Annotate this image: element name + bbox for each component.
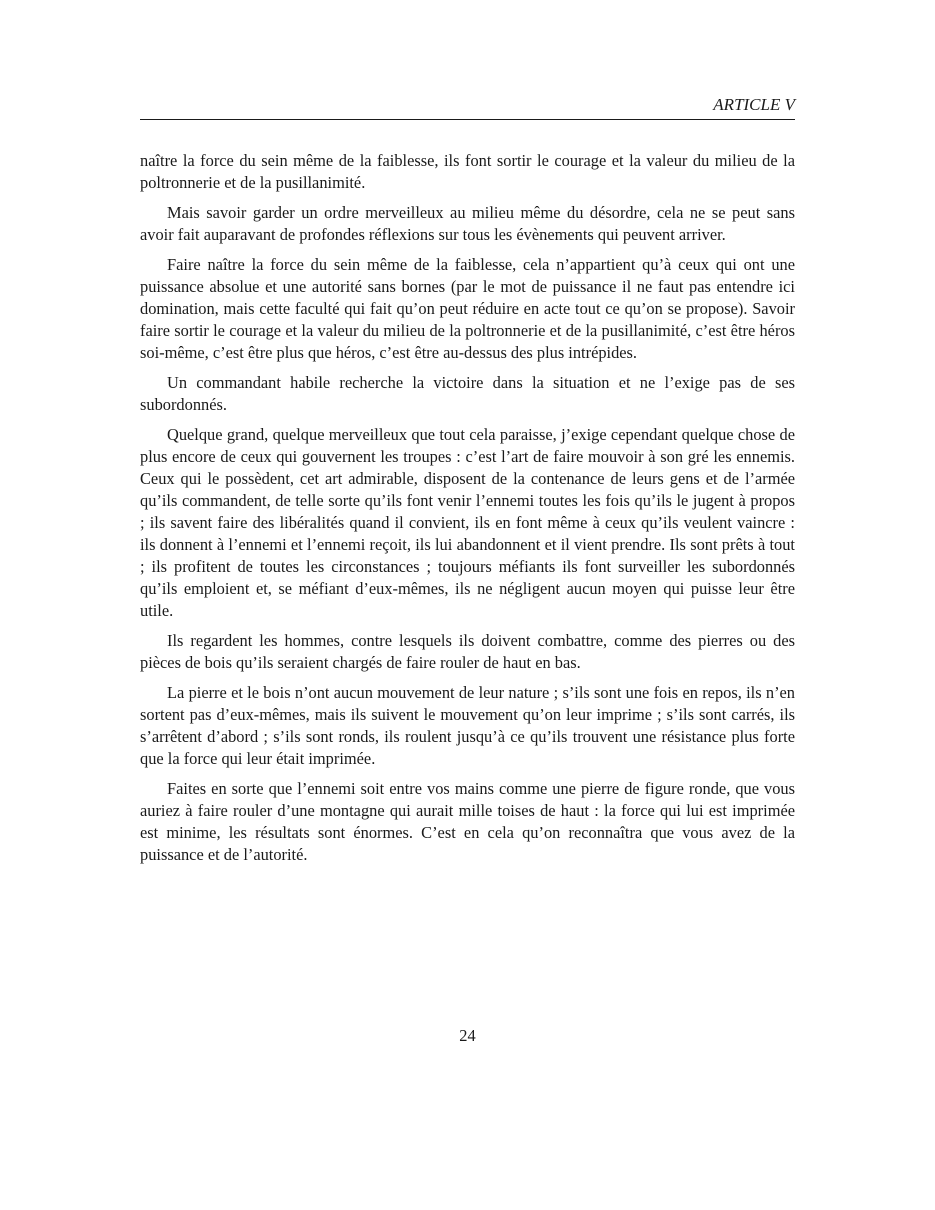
body-text [140,150,795,874]
paragraph: Ils regardent les hommes, contre lesquels ils doivent combattre, comme des pierres ou des pièces de bois qu’ils seraient chargés de faire rouler de haut en bas. [140,631,795,672]
paragraph: Faites en sorte que l’ennemi soit entre vos mains comme une pierre de figure ronde, que vous auriez à faire rouler d’une montagne qui aurait mille toises de haut : la force qui lui est imprimée est minime, les résultats sont énormes. C’est en cela qu’on reconnaîtra que vous avez de la puissance et de l’autorité. [140,779,795,864]
paragraph: naître la force du sein même de la faiblesse, ils font sortir le courage et la valeur du milieu de la poltronnerie et de la pusillanimité. [140,151,795,192]
paragraph: Faire naître la force du sein même de la faiblesse, cela n’appartient qu’à ceux qui ont une puissance absolue et une autorité sans bornes (par le mot de puissance il ne faut pas entendre ici domination, mais cette faculté qui fait qu’on peut réduire en acte tout ce qu’on se propose). Savoir faire sortir le courage et la valeur du milieu de la poltronnerie et de la pusillanimité, c’est être héros soi-même, c’est être plus que héros, c’est être au-dessus des plus intrépides. [140,255,795,362]
paragraph: Un commandant habile recherche la victoire dans la situation et ne l’exige pas de ses subordonnés. [140,373,795,414]
paragraph: Mais savoir garder un ordre merveilleux au milieu même du désordre, cela ne se peut sans avoir fait auparavant de profondes réflexions sur tous les évènements qui peuvent arriver. [140,203,795,244]
paragraph: La pierre et le bois n’ont aucun mouvement de leur nature ; s’ils sont une fois en repos, ils n’en sortent pas d’eux-mêmes, mais ils suivent le mouvement qu’on leur imprime ; s’ils sont carrés, ils s’arrêtent d’abord ; s’ils sont ronds, ils roulent jusqu’à ce qu’ils trouvent une résistance plus forte que la force qui leur était imprimée. [140,683,795,768]
page-number: 24 [459,1026,476,1045]
running-header-title: ARTICLE V [713,95,795,114]
header-rule [140,119,795,120]
paragraph: Quelque grand, quelque merveilleux que tout cela paraisse, j’exige cependant quelque chose de plus encore de ceux qui gouvernent les troupes : c’est l’art de faire mouvoir à son gré les ennemis. Ceux qui le possèdent, cet art admirable, disposent de la contenance de leurs gens et de l’armée qu’ils commandent, de telle sorte qu’ils font venir l’ennemi toutes les fois qu’ils le jugent à propos ; ils savent faire des libéralités quand il convient, ils en font même à ceux qu’ils veulent vaincre : ils donnent à l’ennemi et l’ennemi reçoit, ils lui abandonnent et il vient prendre. Ils sont prêts à tout ; ils profitent de toutes les circonstances ; toujours méfiants ils font surveiller les subordonnés qu’ils emploient et, se méfiant d’eux-mêmes, ils ne négligent aucun moyen qui puisse leur être utile. [140,425,795,620]
